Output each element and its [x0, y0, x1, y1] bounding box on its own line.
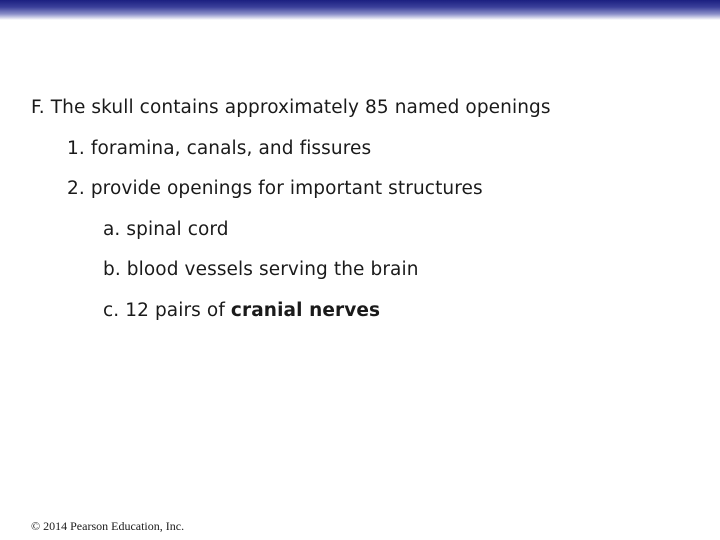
copyright-footer: © 2014 Pearson Education, Inc. — [31, 519, 185, 533]
outline-item-2: 2. provide openings for important structures — [67, 178, 483, 199]
outline-subitem-b: b. blood vessels serving the brain — [103, 259, 419, 280]
outline-item-1: 1. foramina, canals, and fissures — [67, 138, 372, 159]
outline-heading-f: F. The skull contains approximately 85 named openings — [31, 97, 551, 118]
outline-subitem-a: a. spinal cord — [103, 219, 229, 240]
outline-subitem-c-text: c. 12 pairs of — [103, 300, 231, 321]
outline-subitem-c-bold-term: cranial nerves — [230, 300, 381, 321]
outline-subitem-c — [103, 300, 380, 321]
